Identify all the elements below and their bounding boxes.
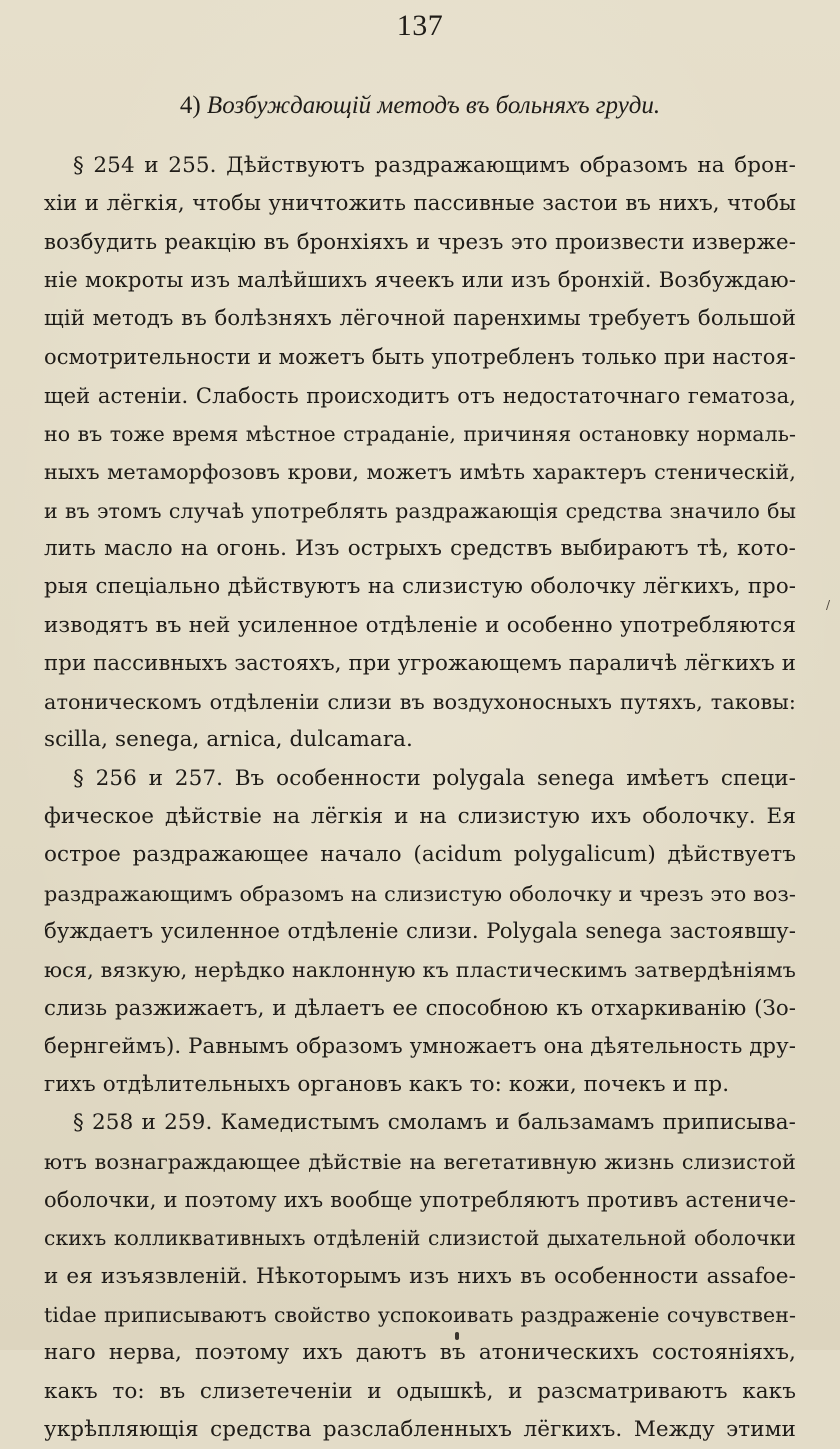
text-line: оболочки, и поэтому ихъ вообще употребляютъ противъ астениче- — [44, 1188, 796, 1213]
ink-speck — [455, 1332, 459, 1340]
text-line: scilla, senega, arnica, dulcamara. — [44, 727, 413, 753]
heading-title: Возбуждающій методъ въ больняхъ груди. — [206, 92, 661, 119]
text-line: осмотрительности и можетъ быть употребленъ только при настоя- — [44, 345, 796, 370]
section-heading — [0, 90, 840, 122]
text-line: острое раздражающее начало (acidum polygalicum) дѣйствуетъ — [44, 842, 796, 868]
text-line: укрѣпляющія средства разслабленныхъ лёгкихъ. Между этими — [44, 1416, 796, 1442]
text-line: слизь разжижаетъ, и дѣлаетъ ее способною къ отхаркиванію (Зо- — [44, 995, 796, 1021]
heading-number: 4) — [179, 92, 201, 119]
text-line: раздражающимъ образомъ на слизистую оболочку и чрезъ это воз- — [44, 881, 796, 906]
text-line: § 258 и 259. Камедистымъ смоламъ и бальзамамъ приписыва- — [73, 1110, 796, 1136]
text-line: хіи и лёгкія, чтобы уничтожить пассивные застои въ нихъ, чтобы — [44, 191, 796, 217]
text-line: атоническомъ отдѣленіи слизи въ воздухоносныхъ путяхъ, таковы: — [44, 690, 796, 715]
text-line: § 254 и 255. Дѣйствуютъ раздражающимъ образомъ на брон- — [73, 153, 796, 178]
text-line: бернгеймъ). Равнымъ образомъ умножаетъ она дѣятельность дру- — [44, 1033, 796, 1059]
text-line: ютъ вознаграждающее дѣйствіе на вегетативную жизнь слизистой — [44, 1149, 796, 1174]
text-line: буждаетъ усиленное отдѣленіе слизи. Polygala senega застоявшу- — [44, 918, 796, 944]
text-line: возбудить реакцію въ бронхіяхъ и чрезъ это произвести изверже- — [44, 229, 796, 255]
text-line: ніе мокроты изъ малѣйшихъ ячеекъ или изъ бронхій. Возбуждаю- — [44, 267, 796, 293]
text-line: наго нерва, поэтому ихъ даютъ въ атоническихъ состояніяхъ, — [44, 1340, 796, 1366]
text-line: фическое дѣйствіе на лёгкія и на слизистую ихъ оболочку. Ея — [44, 804, 796, 830]
page-number: 137 — [396, 9, 444, 42]
text-line: и ея изъязвленій. Нѣкоторымъ изъ нихъ въ особенности assafoe- — [44, 1263, 796, 1289]
text-line: скихъ колликвативныхъ отдѣленій слизистой дыхательной оболочки — [44, 1226, 796, 1251]
text-line: § 256 и 257. Въ особенности polygala senega имѣетъ специ- — [73, 765, 796, 791]
text-line: лить масло на огонь. Изъ острыхъ средствъ выбираютъ тѣ, кото- — [44, 535, 796, 561]
text-line: но въ тоже время мѣстное страданіе, причиняя остановку нормаль- — [44, 422, 796, 447]
text-line: юся, вязкую, нерѣдко наклонную къ пластическимъ затвердѣніямъ — [44, 958, 796, 983]
text-line: ныхъ метаморфозовъ крови, можетъ имѣть характеръ стеническій, — [44, 460, 796, 485]
text-line: какъ то: въ слизетеченіи и одышкѣ, и разсматриваютъ какъ — [44, 1378, 796, 1404]
text-line: рыя спеціально дѣйствуютъ на слизистую оболочку лёгкихъ, про- — [44, 574, 796, 600]
text-line: tidae приписываютъ свойство успокоивать раздраженіе сочувствен- — [44, 1302, 796, 1327]
text-line: гихъ отдѣлительныхъ органовъ какъ то: кожи, почекъ и пр. — [44, 1072, 730, 1098]
text-line: и въ этомъ случаѣ употреблять раздражающія средства значило бы — [44, 498, 796, 523]
text-line: при пассивныхъ застояхъ, при угрожающемъ параличѣ лёгкихъ и — [44, 650, 796, 676]
text-line: щій методъ въ болѣзняхъ лёгочной паренхимы требуетъ большой — [44, 306, 796, 332]
text-line: щей астеніи. Слабость происходитъ отъ недостаточнаго гематоза, — [44, 383, 796, 408]
margin-mark: / — [826, 598, 831, 612]
text-line: изводятъ въ ней усиленное отдѣленіе и особенно употребляются — [44, 612, 796, 638]
body-text — [44, 147, 796, 1449]
